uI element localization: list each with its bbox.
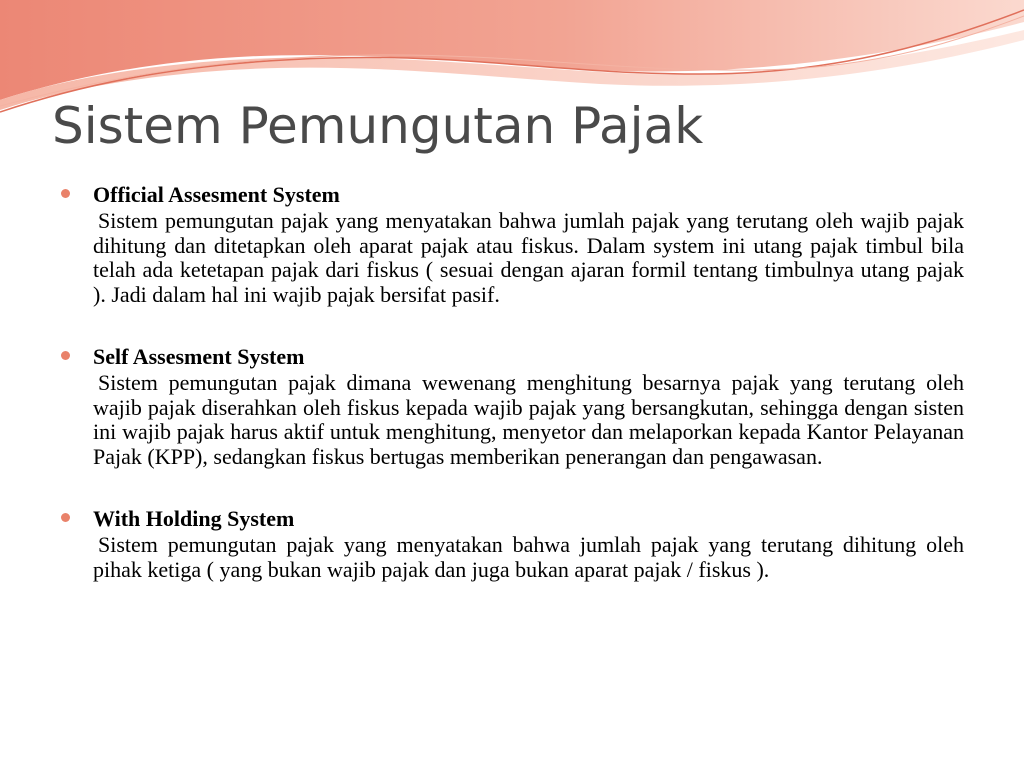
bullet-dot-icon (61, 351, 70, 360)
list-item (60, 504, 964, 582)
item-heading: With Holding System (93, 506, 295, 531)
slide-title: Sistem Pemungutan Pajak (52, 97, 704, 155)
item-heading: Self Assesment System (93, 344, 305, 369)
bullet-dot-icon (61, 189, 70, 198)
item-body: Sistem pemungutan pajak yang menyatakan bahwa jumlah pajak yang terutang dihitung oleh pihak ketiga ( yang bukan wajib pajak dan juga bukan aparat pajak / fiskus ). (93, 532, 964, 582)
bullet-dot-icon (61, 513, 70, 522)
list-item (60, 342, 964, 469)
item-body: Sistem pemungutan pajak yang menyatakan bahwa jumlah pajak yang terutang oleh wajib pajak dihitung dan ditetapkan oleh aparat pajak atau fiskus. Dalam system ini utang pajak timbul bila telah ada ketetapan pajak dari fiskus ( sesuai dengan ajaran formil tentang timbulnya utang pajak ). Jadi dalam hal ini wajib pajak bersifat pasif. (93, 208, 964, 307)
list-item (60, 180, 964, 307)
bullet-list (60, 180, 964, 617)
item-heading: Official Assesment System (93, 182, 340, 207)
item-body: Sistem pemungutan pajak dimana wewenang menghitung besarnya pajak yang terutang oleh wajib pajak diserahkan oleh fiskus kepada wajib pajak yang bersangkutan, sehingga dengan sisten ini wajib pajak harus aktif untuk menghitung, menyetor dan melaporkan kepada Kantor Pelayanan Pajak (KPP), sedangkan fiskus bertugas memberikan penerangan dan pengawasan. (93, 370, 964, 469)
